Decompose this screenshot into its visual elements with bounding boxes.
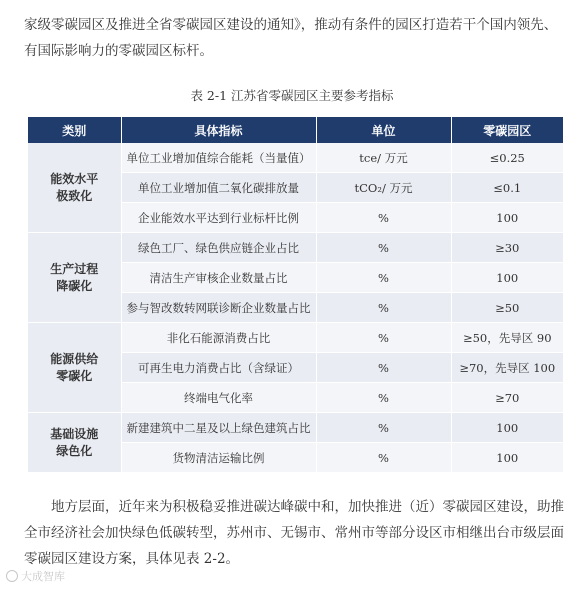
value-cell: 100	[451, 263, 563, 293]
unit-cell: %	[316, 293, 451, 323]
paragraph-top: 家级零碳园区及推进全省零碳园区建设的通知》，推动有条件的园区打造若干个国内领先、有国际影响力的零碳园区标杆。	[24, 17, 558, 59]
value-cell: ≥50	[451, 293, 563, 323]
header-unit: 单位	[316, 117, 451, 143]
camera-icon	[6, 570, 18, 582]
table-row	[28, 413, 563, 443]
category-cell: 能源供给 零碳化	[28, 323, 121, 413]
indicator-cell: 单位工业增加值二氧化碳排放量	[121, 173, 316, 203]
table-row	[28, 233, 563, 263]
table-row	[28, 143, 563, 173]
value-cell: ≥30	[451, 233, 563, 263]
table-caption: 表 2-1 江苏省零碳园区主要参考指标	[190, 88, 394, 103]
table-header-row	[28, 117, 563, 143]
indicator-cell: 可再生电力消费占比（含绿证）	[121, 353, 316, 383]
watermark	[6, 568, 65, 584]
unit-cell: %	[316, 233, 451, 263]
value-cell: ≥50，先导区 90	[451, 323, 563, 353]
value-cell: ≥70	[451, 383, 563, 413]
category-cell: 能效水平 极致化	[28, 143, 121, 233]
paragraph-bottom: 地方层面，近年来为积极稳妥推进碳达峰碳中和，加快推进（近）零碳园区建设，助推全市经济社会加快绿色低碳转型，苏州市、无锡市、常州市等部分设区市相继出台市级层面零碳园区建设方案，具体见表 2-2。	[24, 499, 564, 567]
indicator-cell: 清洁生产审核企业数量占比	[121, 263, 316, 293]
header-indicator: 具体指标	[121, 117, 316, 143]
unit-cell: %	[316, 443, 451, 473]
indicator-cell: 绿色工厂、绿色供应链企业占比	[121, 233, 316, 263]
header-category: 类别	[28, 117, 121, 143]
indicator-cell: 货物清洁运输比例	[121, 443, 316, 473]
value-cell: 100	[451, 413, 563, 443]
indicator-cell: 终端电气化率	[121, 383, 316, 413]
unit-cell: %	[316, 413, 451, 443]
unit-cell: tce/ 万元	[316, 143, 451, 173]
value-cell: ≤0.25	[451, 143, 563, 173]
unit-cell: %	[316, 323, 451, 353]
indicator-cell: 企业能效水平达到行业标杆比例	[121, 203, 316, 233]
category-cell: 生产过程 降碳化	[28, 233, 121, 323]
category-cell: 基础设施 绿色化	[28, 413, 121, 473]
value-cell: ≤0.1	[451, 173, 563, 203]
unit-cell: %	[316, 263, 451, 293]
unit-cell: %	[316, 383, 451, 413]
unit-cell: tCO₂/ 万元	[316, 173, 451, 203]
unit-cell: %	[316, 353, 451, 383]
unit-cell: %	[316, 203, 451, 233]
table-body	[28, 143, 563, 473]
indicator-cell: 新建建筑中二星及以上绿色建筑占比	[121, 413, 316, 443]
header-value: 零碳园区	[451, 117, 563, 143]
indicator-cell: 参与智改数转网联诊断企业数量占比	[121, 293, 316, 323]
indicator-cell: 单位工业增加值综合能耗（当量值）	[121, 143, 316, 173]
value-cell: 100	[451, 203, 563, 233]
indicator-table	[28, 117, 563, 473]
value-cell: 100	[451, 443, 563, 473]
value-cell: ≥70，先导区 100	[451, 353, 563, 383]
indicator-cell: 非化石能源消费占比	[121, 323, 316, 353]
table-row	[28, 323, 563, 353]
watermark-text: 大成智库	[21, 570, 65, 583]
